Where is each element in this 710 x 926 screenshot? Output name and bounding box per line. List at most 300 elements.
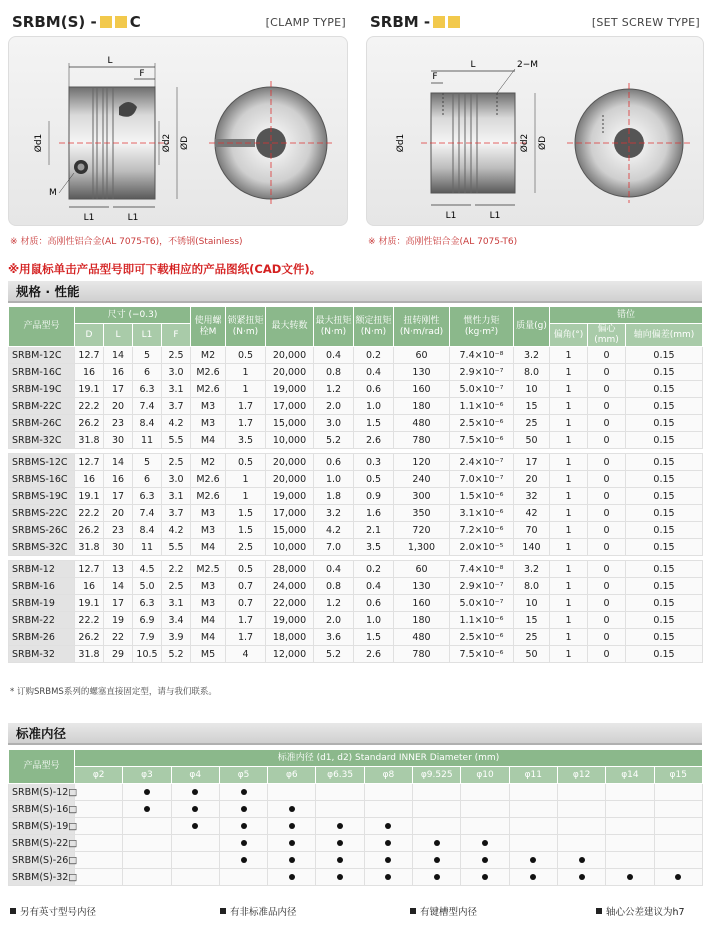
bore-cell (219, 801, 267, 818)
bore-cell (413, 869, 461, 886)
model-link[interactable]: SRBM-26C (9, 415, 75, 432)
table-cell: 0 (588, 398, 626, 415)
table-cell: 11 (133, 539, 162, 556)
table-cell: 0 (588, 347, 626, 364)
table-cell: 17 (514, 454, 550, 471)
table-cell: 1.2 (314, 595, 354, 612)
table-cell: 3.6 (314, 629, 354, 646)
table-cell: 240 (394, 471, 450, 488)
table-cell: 3.1 (162, 595, 191, 612)
available-dot-icon (144, 806, 150, 812)
bore-cell (461, 835, 509, 852)
table-cell: 22.2 (75, 398, 104, 415)
available-dot-icon (627, 874, 633, 880)
table-cell: 3.2 (314, 505, 354, 522)
bore-cell (654, 835, 702, 852)
model-link[interactable]: SRBMS-32C (9, 539, 75, 556)
col-angle: 偏角(°) (550, 324, 588, 347)
yellow-square-icon (100, 16, 112, 28)
available-dot-icon (241, 857, 247, 863)
bore-cell (268, 835, 316, 852)
right-panel-title: SRBM - (370, 13, 460, 31)
table-cell: 0.7 (226, 578, 266, 595)
table-cell: 2.0 (314, 398, 354, 415)
table-cell: 3.1 (162, 488, 191, 505)
table-cell: 1 (550, 578, 588, 595)
table-cell: 0.4 (314, 347, 354, 364)
table-cell: 29 (104, 646, 133, 663)
available-dot-icon (289, 806, 295, 812)
table-cell: 0.15 (626, 415, 703, 432)
table-cell: 0 (588, 432, 626, 449)
table-row (9, 364, 703, 381)
available-dot-icon (434, 857, 440, 863)
bore-col-model: 产品型号 (9, 750, 75, 784)
table-cell: 12.7 (75, 454, 104, 471)
table-cell: 0.4 (354, 578, 394, 595)
bore-col-diameter: φ2 (75, 767, 123, 784)
table-cell: 7.9 (133, 629, 162, 646)
table-cell: M3 (191, 505, 226, 522)
table-cell: 1 (550, 629, 588, 646)
bore-cell (268, 801, 316, 818)
table-row (9, 561, 703, 578)
available-dot-icon (530, 874, 536, 880)
table-cell: 25 (514, 629, 550, 646)
bore-cell (123, 801, 171, 818)
table-cell: 0.15 (626, 595, 703, 612)
bore-cell (123, 784, 171, 801)
bore-cell (509, 784, 557, 801)
bore-model-label: SRBM(S)-32□ (9, 869, 75, 886)
bore-col-diameter: φ8 (364, 767, 412, 784)
available-dot-icon (192, 789, 198, 795)
table-cell: 780 (394, 432, 450, 449)
table-cell: 0.15 (626, 612, 703, 629)
table-cell: 0 (588, 561, 626, 578)
bore-cell (171, 818, 219, 835)
model-link[interactable]: SRBM-16C (9, 364, 75, 381)
table-cell: 0.5 (226, 561, 266, 578)
set-screw-type-label: [SET SCREW TYPE] (591, 15, 700, 29)
table-cell: 7.4 (133, 398, 162, 415)
table-cell: 2.5 (226, 539, 266, 556)
available-dot-icon (192, 823, 198, 829)
table-cell: 14 (104, 347, 133, 364)
table-cell: 20 (514, 471, 550, 488)
table-cell: M2.6 (191, 488, 226, 505)
bore-col-diameter: φ6 (268, 767, 316, 784)
bore-cell (461, 818, 509, 835)
bore-cell (219, 818, 267, 835)
bore-col-diameter: φ5 (219, 767, 267, 784)
table-cell: 0.2 (354, 347, 394, 364)
bore-col-diameter: φ15 (654, 767, 702, 784)
table-cell: 15,000 (266, 522, 314, 539)
col-inertia: 惯性力矩(kg·m²) (450, 307, 514, 347)
table-cell: M3 (191, 578, 226, 595)
table-row (9, 801, 703, 818)
table-cell: 12,000 (266, 646, 314, 663)
table-cell: 0 (588, 488, 626, 505)
col-axial: 轴向偏差(mm) (626, 324, 703, 347)
bore-table (8, 749, 703, 886)
model-link[interactable]: SRBM-12C (9, 347, 75, 364)
table-cell: 0.5 (226, 454, 266, 471)
dim-2M: 2−M (517, 60, 539, 70)
table-cell: 10 (514, 595, 550, 612)
table-cell: 30 (104, 432, 133, 449)
available-dot-icon (144, 789, 150, 795)
bore-cell (557, 852, 605, 869)
table-cell: 1.8 (314, 488, 354, 505)
table-cell: 26.2 (75, 629, 104, 646)
table-row (9, 432, 703, 449)
table-cell: 0 (588, 522, 626, 539)
bore-cell (509, 818, 557, 835)
table-cell: 3.7 (162, 505, 191, 522)
model-link[interactable]: SRBM-16 (9, 578, 75, 595)
legend-item (220, 904, 297, 918)
available-dot-icon (385, 840, 391, 846)
dim-M: M (49, 188, 57, 198)
table-cell: 0.15 (626, 539, 703, 556)
available-dot-icon (579, 874, 585, 880)
table-cell: 20,000 (266, 454, 314, 471)
dim-F: F (432, 72, 438, 82)
table-cell: 16 (104, 471, 133, 488)
bore-model-label: SRBM(S)-26□ (9, 852, 75, 869)
model-link[interactable]: SRBM-32 (9, 646, 75, 663)
table-cell: 5.0×10⁻⁷ (450, 381, 514, 398)
bore-cell (316, 784, 364, 801)
available-dot-icon (337, 857, 343, 863)
table-cell: 17,000 (266, 505, 314, 522)
table-cell: 0.8 (314, 578, 354, 595)
dim-d2: Ød2 (520, 133, 530, 153)
available-dot-icon (482, 840, 488, 846)
table-cell: 0.5 (354, 471, 394, 488)
table-cell: 2.0 (314, 612, 354, 629)
table-cell: 0.15 (626, 505, 703, 522)
bore-cell (654, 801, 702, 818)
table-cell: 0 (588, 646, 626, 663)
table-cell: 23 (104, 415, 133, 432)
square-bullet-icon (10, 908, 16, 914)
table-cell: 0.5 (226, 347, 266, 364)
table-row (9, 454, 703, 471)
table-cell: 50 (514, 432, 550, 449)
available-dot-icon (385, 874, 391, 880)
table-cell: 0.4 (354, 364, 394, 381)
table-cell: 15 (514, 612, 550, 629)
table-cell: 0 (588, 471, 626, 488)
table-cell: M3 (191, 415, 226, 432)
table-cell: 0.6 (354, 381, 394, 398)
table-row (9, 505, 703, 522)
bore-cell (364, 835, 412, 852)
model-link[interactable]: SRBM-26 (9, 629, 75, 646)
table-cell: 20,000 (266, 471, 314, 488)
table-cell: M4 (191, 539, 226, 556)
available-dot-icon (530, 857, 536, 863)
col-F: F (162, 324, 191, 347)
table-cell: 2.2 (162, 561, 191, 578)
table-cell: 0.7 (226, 595, 266, 612)
bore-cell (316, 869, 364, 886)
table-cell: 0.9 (354, 488, 394, 505)
right-material-note: ※ 材质：高刚性铝合金(AL 7075-T6) (368, 237, 518, 247)
bore-cell (606, 869, 654, 886)
table-cell: 1.0 (354, 398, 394, 415)
table-row (9, 612, 703, 629)
bore-cell (316, 852, 364, 869)
table-cell: 1 (550, 595, 588, 612)
model-link[interactable]: SRBMS-26C (9, 522, 75, 539)
table-cell: 2.4×10⁻⁷ (450, 454, 514, 471)
table-cell: 17 (104, 595, 133, 612)
table-cell: 42 (514, 505, 550, 522)
table-cell: 1 (226, 471, 266, 488)
table-cell: 12.7 (75, 561, 104, 578)
bore-cell (557, 801, 605, 818)
table-cell: 8.4 (133, 415, 162, 432)
table-cell: 7.4×10⁻⁸ (450, 561, 514, 578)
table-row (9, 646, 703, 663)
table-cell: 25 (514, 415, 550, 432)
left-material-note: ※ 材质：高刚性铝合金(AL 7075-T6)，不锈钢(Stainless) (10, 237, 243, 247)
table-cell: 0 (588, 454, 626, 471)
table-cell: 8.0 (514, 364, 550, 381)
bore-cell (171, 869, 219, 886)
bore-cell (75, 801, 123, 818)
col-mass: 质量(g) (514, 307, 550, 347)
table-cell: 30 (104, 539, 133, 556)
available-dot-icon (241, 840, 247, 846)
available-dot-icon (241, 823, 247, 829)
available-dot-icon (289, 857, 295, 863)
model-link[interactable]: SRBM-22 (9, 612, 75, 629)
model-link[interactable]: SRBMS-19C (9, 488, 75, 505)
bore-cell (268, 869, 316, 886)
dim-d1: Ød1 (34, 133, 44, 153)
table-cell: 6 (133, 364, 162, 381)
col-size: 尺寸 (−0.3) (75, 307, 191, 324)
dim-D: ØD (180, 135, 190, 151)
clamp-coupling-svg (9, 37, 348, 226)
table-row (9, 869, 703, 886)
dim-L: L (107, 56, 113, 66)
table-cell: 20 (104, 398, 133, 415)
table-cell: 1 (550, 522, 588, 539)
table-cell: 3.1×10⁻⁶ (450, 505, 514, 522)
table-cell: 31.8 (75, 539, 104, 556)
square-bullet-icon (220, 908, 226, 914)
model-link[interactable]: SRBM-32C (9, 432, 75, 449)
table-cell: 1 (550, 646, 588, 663)
square-bullet-icon (410, 908, 416, 914)
bore-cell (123, 869, 171, 886)
bore-cell (219, 784, 267, 801)
table-cell: 6.3 (133, 595, 162, 612)
bore-cell (364, 801, 412, 818)
table-cell: 17,000 (266, 398, 314, 415)
table-row (9, 629, 703, 646)
set-screw-coupling-svg (367, 37, 704, 226)
table-cell: 1.7 (226, 415, 266, 432)
legend-item (596, 904, 685, 918)
table-cell: 24,000 (266, 578, 314, 595)
table-cell: 19 (104, 612, 133, 629)
model-link[interactable]: SRBM-19C (9, 381, 75, 398)
model-link[interactable]: SRBM-22C (9, 398, 75, 415)
table-cell: 2.0×10⁻⁵ (450, 539, 514, 556)
table-cell: 19,000 (266, 612, 314, 629)
bore-cell (413, 852, 461, 869)
model-link[interactable]: SRBMS-16C (9, 471, 75, 488)
model-link[interactable]: SRBM-19 (9, 595, 75, 612)
bore-cell (75, 852, 123, 869)
table-cell: 7.0 (314, 539, 354, 556)
table-row (9, 381, 703, 398)
table-row (9, 398, 703, 415)
table-cell: 20 (104, 505, 133, 522)
bore-cell (461, 801, 509, 818)
table-cell: 31.8 (75, 432, 104, 449)
table-cell: 4 (226, 646, 266, 663)
table-row (9, 347, 703, 364)
table-cell: 8.0 (514, 578, 550, 595)
table-cell: 2.9×10⁻⁷ (450, 578, 514, 595)
click-download-note: ※用鼠标单击产品型号即可下载相应的产品图纸(CAD文件)。 (8, 262, 322, 276)
table-cell: 19.1 (75, 381, 104, 398)
table-cell: 0.6 (314, 454, 354, 471)
table-cell: 14 (104, 578, 133, 595)
table-cell: 3.0 (314, 415, 354, 432)
table-cell: 0 (588, 505, 626, 522)
bore-cell (509, 801, 557, 818)
bore-cell (364, 784, 412, 801)
table-cell: 26.2 (75, 522, 104, 539)
table-cell: 7.2×10⁻⁶ (450, 522, 514, 539)
table-cell: 0.15 (626, 561, 703, 578)
available-dot-icon (482, 874, 488, 880)
model-link[interactable]: SRBMS-12C (9, 454, 75, 471)
table-cell: 130 (394, 578, 450, 595)
table-cell: 0 (588, 612, 626, 629)
table-cell: M2.5 (191, 561, 226, 578)
table-cell: 18,000 (266, 629, 314, 646)
available-dot-icon (385, 857, 391, 863)
table-cell: 2.5×10⁻⁶ (450, 415, 514, 432)
bore-cell (364, 869, 412, 886)
right-panel-header (370, 10, 700, 34)
table-cell: 7.0×10⁻⁷ (450, 471, 514, 488)
bore-cell (654, 869, 702, 886)
table-cell: 11 (133, 432, 162, 449)
table-cell: 0.15 (626, 432, 703, 449)
table-cell: 3.5 (354, 539, 394, 556)
bore-cell (123, 818, 171, 835)
table-cell: M5 (191, 646, 226, 663)
table-cell: 1 (550, 539, 588, 556)
bore-cell (268, 784, 316, 801)
table-cell: 5.0×10⁻⁷ (450, 595, 514, 612)
bore-cell (219, 835, 267, 852)
bore-cell (75, 869, 123, 886)
table-cell: 16 (75, 471, 104, 488)
table-cell: 720 (394, 522, 450, 539)
available-dot-icon (289, 823, 295, 829)
table-cell: 0.15 (626, 471, 703, 488)
table-cell: 1.5 (226, 505, 266, 522)
table-cell: 5 (133, 347, 162, 364)
bore-model-label: SRBM(S)-19□ (9, 818, 75, 835)
table-cell: 16 (104, 364, 133, 381)
available-dot-icon (675, 874, 681, 880)
col-model: 产品型号 (9, 307, 75, 347)
table-cell: 22.2 (75, 505, 104, 522)
clamp-type-label: [CLAMP TYPE] (265, 15, 346, 29)
available-dot-icon (337, 874, 343, 880)
table-cell: 1 (550, 471, 588, 488)
table-cell: 0 (588, 415, 626, 432)
bore-cell (654, 852, 702, 869)
table-cell: 1 (226, 488, 266, 505)
col-stiffness: 扭转刚性(N·m/rad) (394, 307, 450, 347)
col-L: L (104, 324, 133, 347)
table-cell: 13 (104, 561, 133, 578)
col-screw: 使用螺栓M (191, 307, 226, 347)
dim-L1b: L1 (127, 213, 139, 223)
table-cell: 4.2 (314, 522, 354, 539)
bore-cell (123, 852, 171, 869)
table-cell: 20,000 (266, 364, 314, 381)
table-cell: 780 (394, 646, 450, 663)
table-cell: 1 (550, 347, 588, 364)
table-cell: 3.5 (226, 432, 266, 449)
available-dot-icon (241, 806, 247, 812)
table-cell: 1.7 (226, 398, 266, 415)
table-cell: 1.6 (354, 505, 394, 522)
table-cell: 14 (104, 454, 133, 471)
dim-L1b: L1 (489, 211, 501, 221)
left-panel-header (12, 10, 346, 34)
table-cell: 5.2 (314, 432, 354, 449)
table-cell: 19.1 (75, 595, 104, 612)
bore-cell (461, 784, 509, 801)
square-bullet-icon (596, 908, 602, 914)
clamp-type-drawing (8, 36, 348, 226)
table-cell: 0 (588, 629, 626, 646)
bore-cell (606, 801, 654, 818)
table-cell: 0.15 (626, 347, 703, 364)
model-link[interactable]: SRBM-12 (9, 561, 75, 578)
dim-L1a: L1 (445, 211, 457, 221)
table-cell: 1 (550, 415, 588, 432)
table-cell: 1.2 (314, 381, 354, 398)
table-cell: 0.6 (354, 595, 394, 612)
bore-col-diameter: φ11 (509, 767, 557, 784)
legend-text: 轴心公差建议为h7 (606, 907, 685, 918)
table-cell: 0.15 (626, 578, 703, 595)
table-cell: 0 (588, 595, 626, 612)
table-cell: 6.3 (133, 488, 162, 505)
table-cell: 1.7 (226, 629, 266, 646)
dim-L1a: L1 (83, 213, 95, 223)
bore-cell (219, 869, 267, 886)
model-link[interactable]: SRBMS-22C (9, 505, 75, 522)
